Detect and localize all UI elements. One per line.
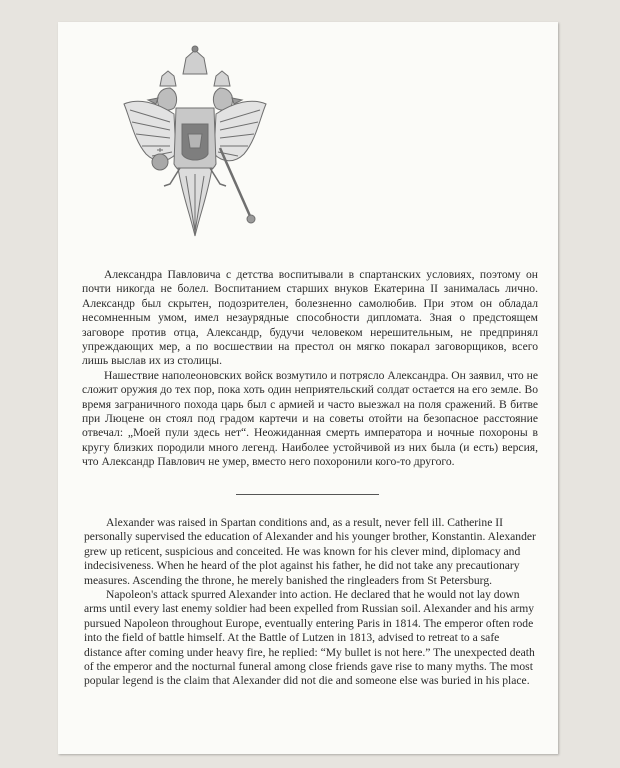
section-divider xyxy=(236,494,379,495)
russian-paragraph: Нашествие наполеоновских войск возмутило и потрясло Александра. Он заявил, что не сложит оружия до тех пор, пока хоть один неприятельский солдат остается на его земле. Во время заграничного похода царь был с армией и часто выезжал на поля сражений. В битве при Люцене он стоял под градом картечи и на советы отойти на безопасное расстояние отвечал: „Моей пули здесь нет“. Неожиданная смерть императора и ночные похороны в кругу близких породили много легенд. Наиболее устойчивой из них была (и есть) версия, что Александр Павлович не умер, вместо него похоронили кого-то другого. xyxy=(82,368,538,469)
postcard-back xyxy=(58,22,558,754)
russian-paragraph: Александра Павловича с детства воспитывали в спартанских условиях, поэтому он почти никогда не болел. Воспитанием старших внуков Екатерина II занималась лично. Александр был скрытен, подозрителен, болезненно самолюбив. При этом он обладал несомненным умом, имел незаурядные способности дипломата. Зная о предстоящем заговоре против отца, Александр, будучи человеком нерешительным, не предпринял упреждающих мер, а по восшествии на престол он мягко покарал заговорщиков, всего лишь выслав их из столицы. xyxy=(82,268,538,368)
english-paragraph: Napoleon's attack spurred Alexander into action. He declared that he would not lay down arms until every last enemy soldier had been expelled from Russian soil. Alexander and his army pursued Napoleon throughout Europe, eventually entering Paris in 1814. The emperor often rode into the field of battle himself. At the Battle of Lutzen in 1813, advised to retreat to a safe distance after coming under heavy fire, he replied: “My bullet is not here.” The unexpected death of the emperor and the nocturnal funeral among close friends gave rise to many myths. The most popular legend is the claim that Alexander did not die and someone else was buried in his place. xyxy=(84,588,535,688)
english-text xyxy=(84,516,540,689)
russian-text xyxy=(82,268,538,470)
english-paragraph: Alexander was raised in Spartan conditions and, as a result, never fell ill. Catherine II personally supervised the education of Alexander and his younger brother, Konstantin. Alexander grew up reticent, suspicious and conceited. He was known for his clever mind, diplomacy and indecisiveness. When he heard of the plot against his father, he did not take any precautionary measures. Ascending the throne, he merely banished the ringleaders from St Petersburg. xyxy=(84,516,536,587)
double-headed-eagle-emblem xyxy=(120,44,270,244)
